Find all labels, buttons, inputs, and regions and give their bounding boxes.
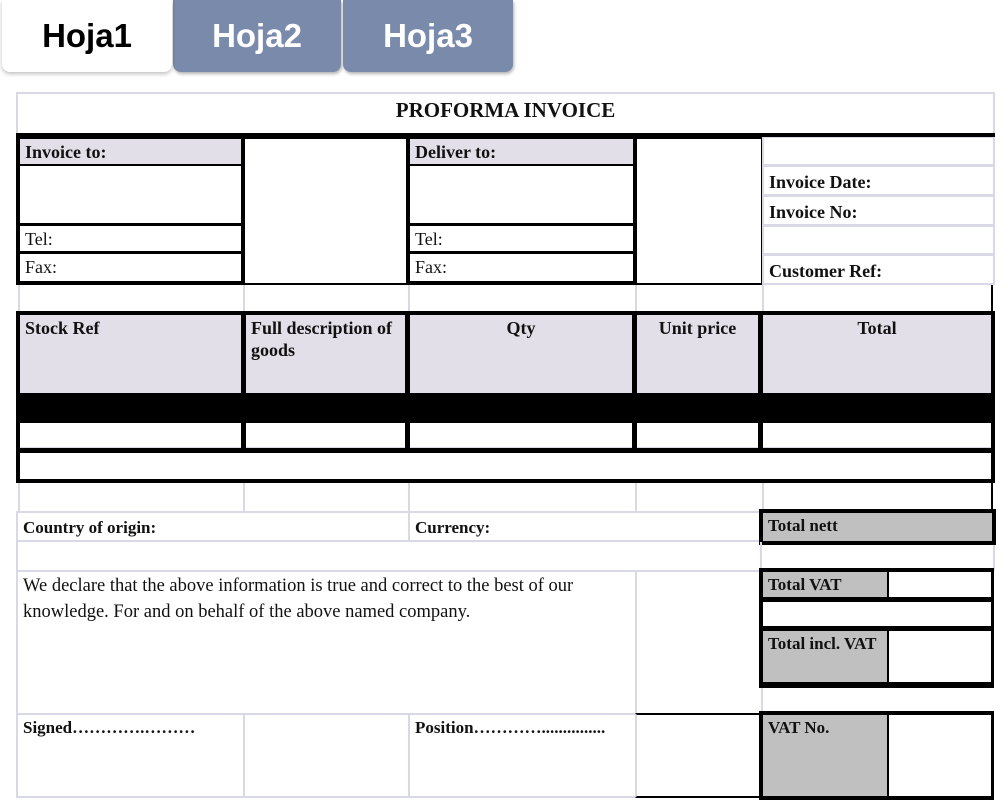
grid-line xyxy=(18,285,20,313)
deliver-to-fax[interactable]: Fax: xyxy=(415,257,448,277)
column-header-description: Full description of goods xyxy=(246,315,405,393)
spacer-cell[interactable] xyxy=(635,135,763,285)
invoice-date-label[interactable]: Invoice Date: xyxy=(762,165,995,196)
vat-blank-row[interactable] xyxy=(763,687,991,711)
border-line xyxy=(991,285,993,313)
invoice-no-label[interactable]: Invoice No: xyxy=(762,195,995,226)
country-of-origin-label[interactable]: Country of origin: xyxy=(16,511,410,542)
meta-blank-cell[interactable] xyxy=(762,137,995,166)
signature-side-cell[interactable] xyxy=(635,713,763,798)
item-row-full-width[interactable] xyxy=(20,453,991,479)
deliver-to-tel[interactable]: Tel: xyxy=(415,229,443,249)
currency-label[interactable]: Currency: xyxy=(408,511,764,542)
column-header-unit-price: Unit price xyxy=(637,315,758,393)
spacer-cell[interactable] xyxy=(243,135,410,285)
meta-blank-cell[interactable] xyxy=(762,225,995,255)
item-row-description[interactable] xyxy=(246,423,405,448)
invoice-to-address-field[interactable] xyxy=(20,166,241,223)
signed-field[interactable]: Signed………….……… xyxy=(16,713,245,798)
vat-blank-row[interactable] xyxy=(763,602,991,626)
item-row-total[interactable] xyxy=(763,423,991,448)
declaration-text: We declare that the above information is true and correct to the best of our knowledge. For and on behalf of the above named company. xyxy=(16,570,637,715)
customer-ref-label[interactable]: Customer Ref: xyxy=(762,254,995,285)
invoice-to-tel[interactable]: Tel: xyxy=(25,229,53,249)
filled-row xyxy=(20,393,991,423)
sheet-tab-hoja2[interactable]: Hoja2 xyxy=(173,0,341,72)
deliver-to-address-field[interactable] xyxy=(410,166,633,223)
total-vat-label: Total VAT xyxy=(763,572,887,597)
spacer-row[interactable] xyxy=(16,542,762,572)
total-nett-label[interactable]: Total nett xyxy=(763,513,992,541)
grid-line xyxy=(18,483,20,513)
total-incl-vat-label: Total incl. VAT xyxy=(763,631,887,682)
item-row-qty[interactable] xyxy=(410,423,632,448)
position-field[interactable]: Position…………............... xyxy=(408,713,637,798)
column-header-qty: Qty xyxy=(410,315,632,393)
total-vat-value[interactable] xyxy=(889,572,991,597)
declaration-side-cell[interactable] xyxy=(635,570,763,715)
grid-line xyxy=(762,285,764,313)
item-row-stock-ref[interactable] xyxy=(20,423,241,448)
grid-line xyxy=(243,285,245,313)
grid-line xyxy=(408,285,410,313)
deliver-to-label: Deliver to: xyxy=(410,139,633,164)
grid-line xyxy=(635,483,637,513)
total-incl-vat-value[interactable] xyxy=(889,631,991,682)
invoice-title: PROFORMA INVOICE xyxy=(395,98,616,122)
column-header-stock-ref: Stock Ref xyxy=(20,315,241,393)
vat-no-label: VAT No. xyxy=(763,715,887,796)
grid-line xyxy=(408,483,410,513)
column-header-total: Total xyxy=(763,315,991,393)
sheet-tab-hoja3[interactable]: Hoja3 xyxy=(343,0,513,72)
sheet-tab-hoja1[interactable]: Hoja1 xyxy=(2,0,172,72)
signature-blank-cell[interactable] xyxy=(243,713,410,798)
vat-no-value[interactable] xyxy=(889,715,991,796)
item-row-unit-price[interactable] xyxy=(637,423,758,448)
grid-line xyxy=(243,483,245,513)
grid-line xyxy=(635,285,637,313)
invoice-to-label: Invoice to: xyxy=(20,139,241,164)
invoice-to-fax[interactable]: Fax: xyxy=(25,257,58,277)
